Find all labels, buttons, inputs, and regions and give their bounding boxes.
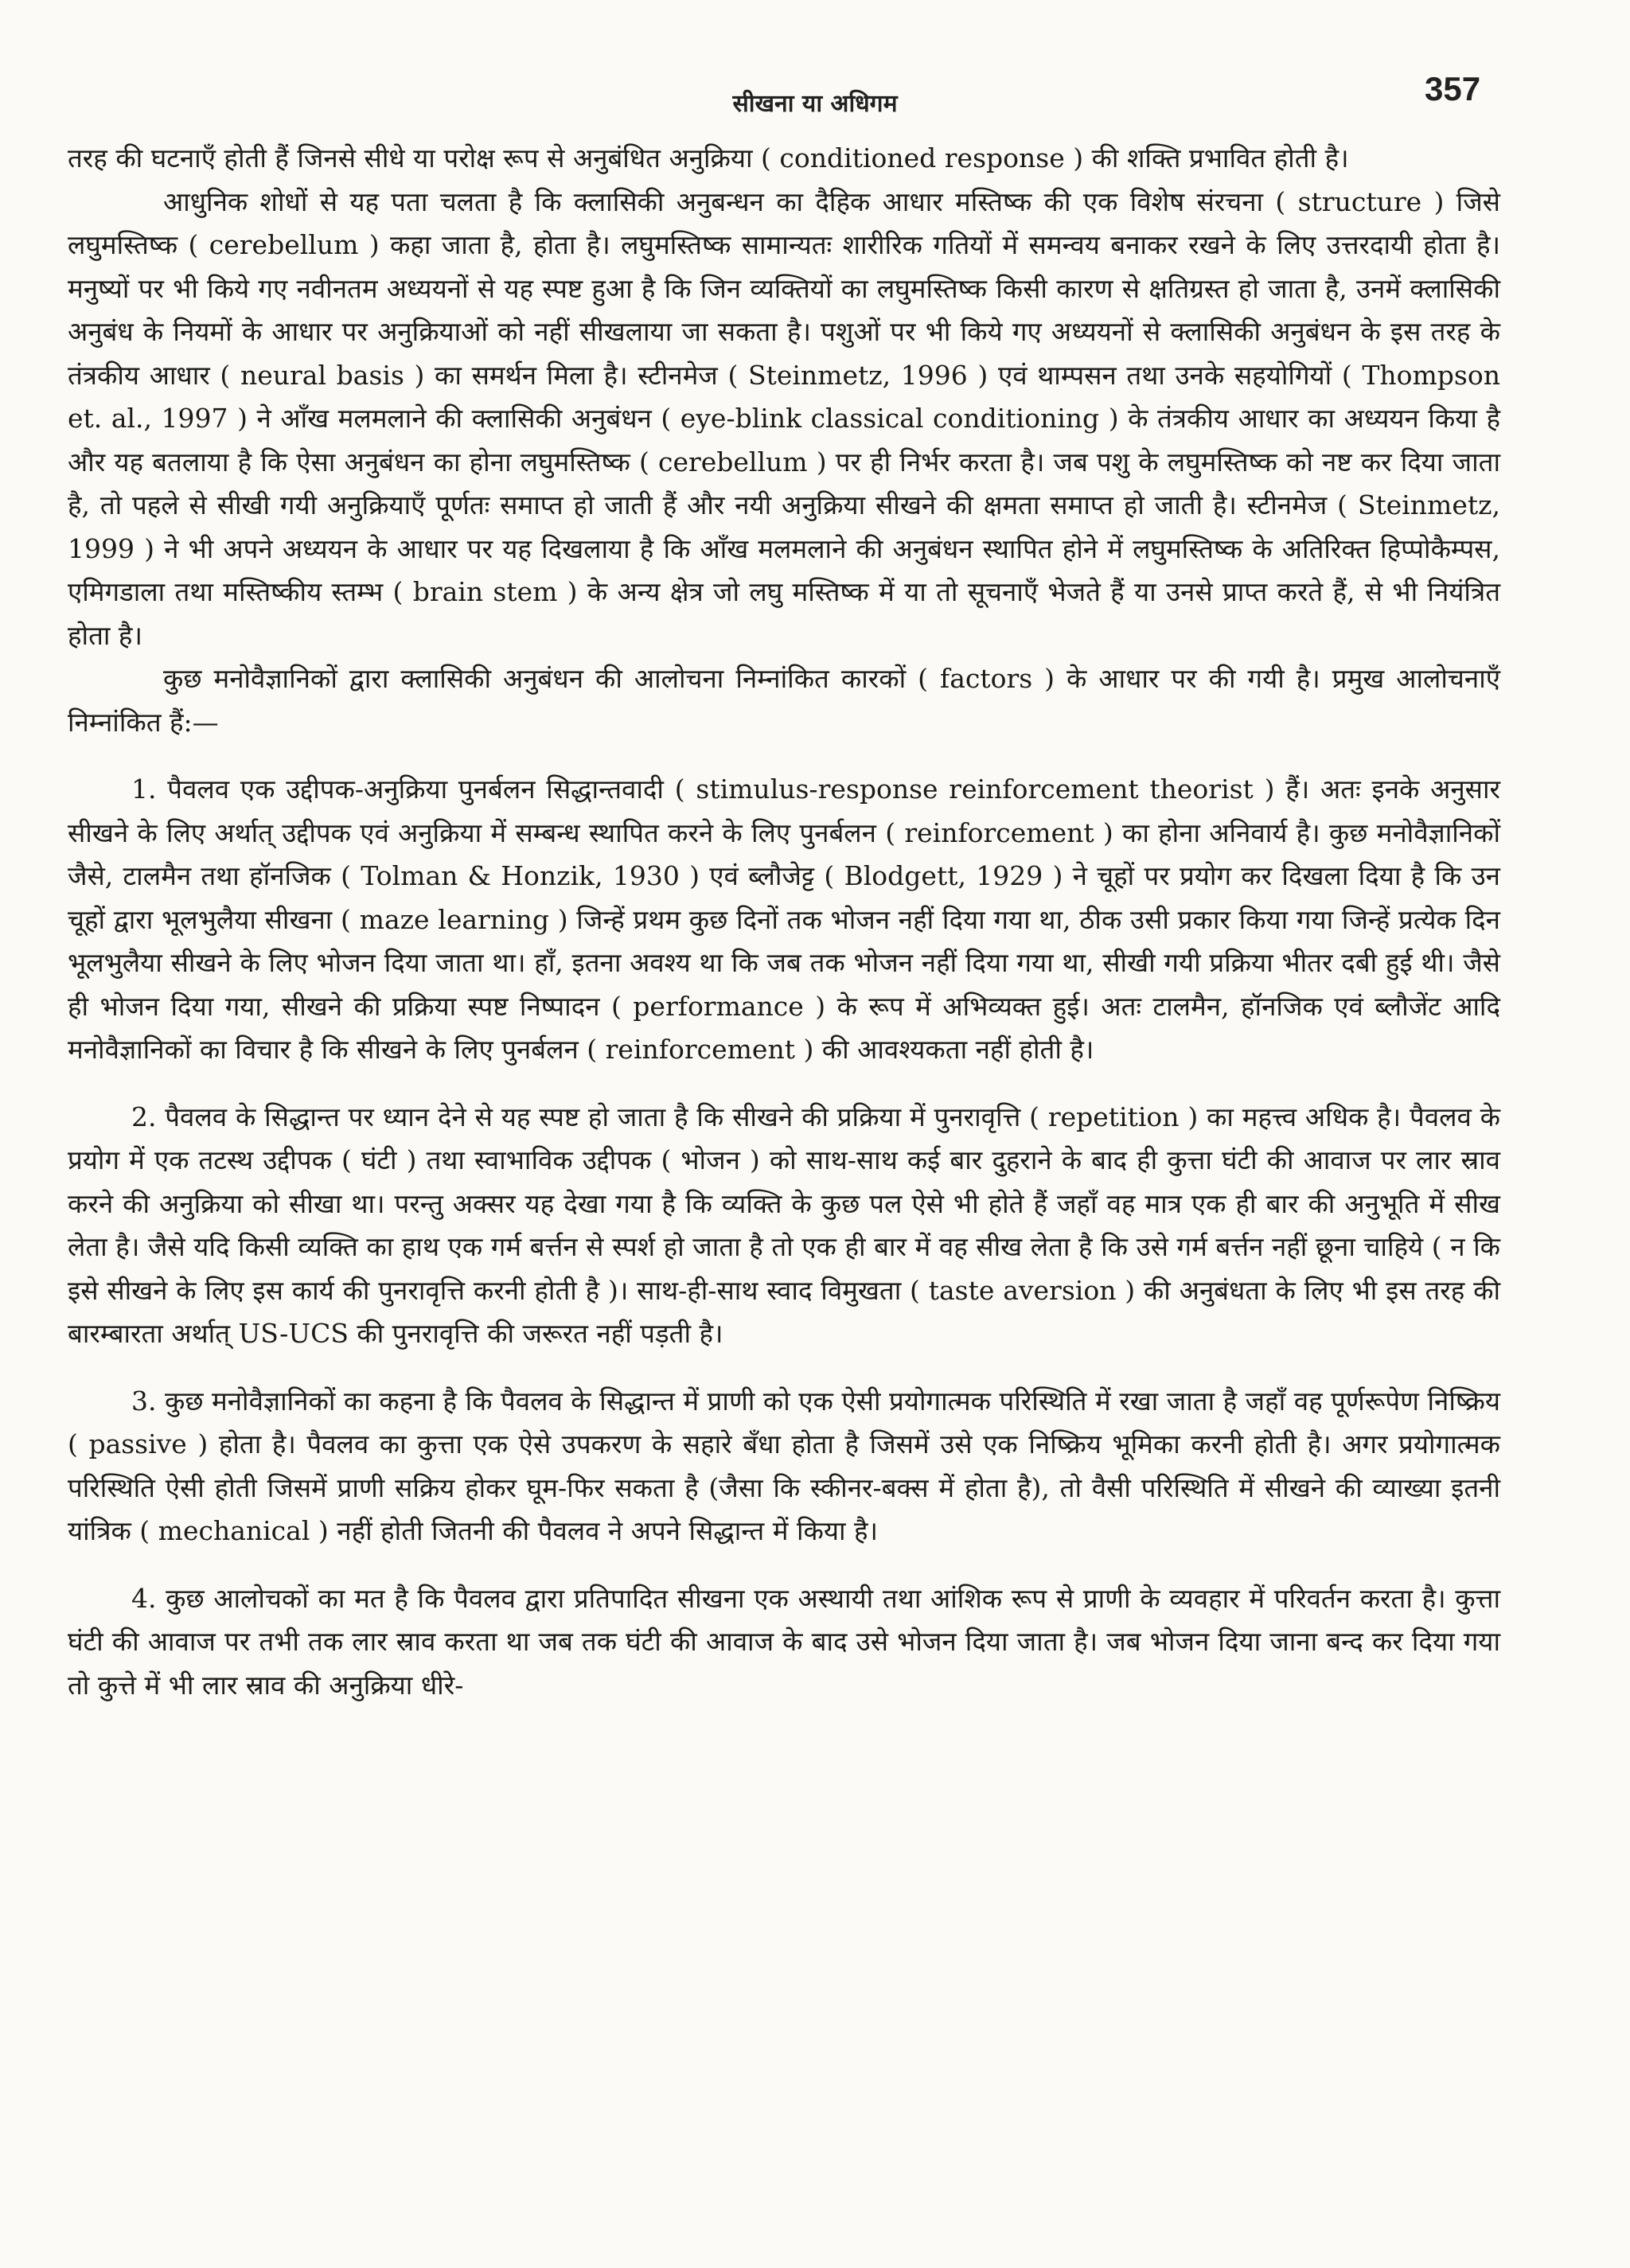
criticism-item: 3. कुछ मनोवैज्ञानिकों का कहना है कि पैवलव के सिद्धान्त में प्राणी को एक ऐसी प्रयोगात्मक परिस्थिति में रखा जाता है जहाँ वह पूर्णरूपेण निष्क्रिय ( passive ) होता है। पैवलव का कुत्ता एक ऐसे उपकरण के सहारे बँधा होता है जिसमें उसे एक निष्क्रिय भूमिका करनी होती है। अगर प्रयोगात्मक परिस्थिति ऐसी होती जिसमें प्राणी सक्रिय होकर घूम-फिर सकता है (जैसा कि स्कीनर-बक्स में होता है), तो वैसी परिस्थिति में सीखने की व्याख्या इतनी यांत्रिक ( mechanical ) नहीं होती जितनी की पैवलव ने अपने सिद्धान्त में किया है। <box>68 1385 1501 1546</box>
paragraph: तरह की घटनाएँ होती हैं जिनसे सीधे या परोक्ष रूप से अनुबंधित अनुक्रिया ( conditioned response ) की शक्ति प्रभावित होती है। <box>68 142 1349 173</box>
criticism-item: 1. पैवलव एक उद्दीपक-अनुक्रिया पुनर्बलन सिद्धान्तवादी ( stimulus-response reinforcement theorist ) हैं। अतः इनके अनुसार सीखने के लिए अर्थात् उद्दीपक एवं अनुक्रिया में सम्बन्ध स्थापित करने के लिए पुनर्बलन ( reinforcement ) का होना अनिवार्य है। कुछ मनोवैज्ञानिकों जैसे, टालमैन तथा हॉनजिक ( Tolman & Honzik, 1930 ) एवं ब्लौजेट्ट ( Blodgett, 1929 ) ने चूहों पर प्रयोग कर दिखला दिया है कि उन चूहों द्वारा भूलभुलैया सीखना ( maze learning ) जिन्हें प्रथम कुछ दिनों तक भोजन नहीं दिया गया था, ठीक उसी प्रकार किया गया जिन्हें प्रत्येक दिन भूलभुलैया सीखने के लिए भोजन दिया जाता था। हाँ, इतना अवश्य था कि जब तक भोजन नहीं दिया गया था, सीखी गयी प्रक्रिया भीतर दबी हुई थी। जैसे ही भोजन दिया गया, सीखने की प्रक्रिया स्पष्ट निष्पादन ( performance ) के रूप में अभिव्यक्त हुई। अतः टालमैन, हॉनजिक एवं ब्लौजेंट आदि मनोवैज्ञानिकों का विचार है कि सीखने के लिए पुनर्बलन ( reinforcement ) की आवश्यकता नहीं होती है। <box>68 774 1500 1065</box>
page-number: 357 <box>1425 70 1481 107</box>
criticism-item: 2. पैवलव के सिद्धान्त पर ध्यान देने से यह स्पष्ट हो जाता है कि सीखने की प्रक्रिया में पुनरावृत्ति ( repetition ) का महत्त्व अधिक है। पैवलव के प्रयोग में एक तटस्थ उद्दीपक ( घंटी ) तथा स्वाभाविक उद्दीपक ( भोजन ) को साथ-साथ कई बार दुहराने के बाद ही कुत्ता घंटी की आवाज पर लार स्राव करने की अनुक्रिया को सीखा था। परन्तु अक्सर यह देखा गया है कि व्यक्ति के कुछ पल ऐसे भी होते हैं जहाँ वह मात्र एक ही बार की अनुभूति में सीख लेता है। जैसे यदि किसी व्यक्ति का हाथ एक गर्म बर्त्तन से स्पर्श हो जाता है तो एक ही बार में वह सीख लेता है कि उसे गर्म बर्त्तन नहीं छूना चाहिये ( न कि इसे सीखने के लिए इस कार्य की पुनरावृत्ति करनी होती है )। साथ-ही-साथ स्वाद विमुखता ( taste aversion ) की अनुबंधता के लिए भी इस तरह की बारम्बारता अर्थात् US-UCS की पुनरावृत्ति की जरूरत नहीं पड़ती है। <box>68 1101 1500 1349</box>
paragraph: आधुनिक शोधों से यह पता चलता है कि क्लासिकी अनुबन्धन का दैहिक आधार मस्तिष्क की एक विशेष संरचना ( structure ) जिसे लघुमस्तिष्क ( cerebellum ) कहा जाता है, होता है। लघुमस्तिष्क सामान्यतः शारीरिक गतियों में समन्वय बनाकर रखने के लिए उत्तरदायी होता है। मनुष्यों पर भी किये गए नवीनतम अध्ययनों से यह स्पष्ट हुआ है कि जिन व्यक्तियों का लघुमस्तिष्क किसी कारण से क्षतिग्रस्त हो जाता है, उनमें क्लासिकी अनुबंध के नियमों के आधार पर अनुक्रियाओं को नहीं सीखलाया जा सकता है। पशुओं पर भी किये गए अध्ययनों से क्लासिकी अनुबंधन के इस तरह के तंत्रकीय आधार ( neural basis ) का समर्थन मिला है। स्टीनमेज ( Steinmetz, 1996 ) एवं थाम्पसन तथा उनके सहयोगियों ( Thompson et. al., 1997 ) ने आँख मलमलाने की क्लासिकी अनुबंधन ( eye-blink classical conditioning ) के तंत्रकीय आधार का अध्ययन किया है और यह बतलाया है कि ऐसा अनुबंधन का होना लघुमस्तिष्क ( cerebellum ) पर ही निर्भर करता है। जब पशु के लघुमस्तिष्क को नष्ट कर दिया जाता है, तो पहले से सीखी गयी अनुक्रियाएँ पूर्णतः समाप्त हो जाती हैं और नयी अनुक्रिया सीखने की क्षमता समाप्त हो जाती है। स्टीनमेज ( Steinmetz, 1999 ) ने भी अपने अध्ययन के आधार पर यह दिखलाया है कि आँख मलमलाने की अनुबंधन स्थापित होने में लघुमस्तिष्क के अतिरिक्त हिप्पोकैम्पस, एमिगडाला तथा मस्तिष्कीय स्तम्भ ( brain stem ) के अन्य क्षेत्र जो लघु मस्तिष्क में या तो सूचनाएँ भेजते हैं या उनसे प्राप्त करते हैं, से भी नियंत्रित होता है। <box>68 185 1500 651</box>
criticism-item: 4. कुछ आलोचकों का मत है कि पैवलव द्वारा प्रतिपादित सीखना एक अस्थायी तथा आंशिक रूप से प्राणी के व्यवहार में परिवर्तन करता है। कुत्ता घंटी की आवाज पर तभी तक लार स्राव करता था जब तक घंटी की आवाज के बाद उसे भोजन दिया जाता है। जब भोजन दिया जाना बन्द कर दिया गया तो कुत्ते में भी लार स्राव की अनुक्रिया धीरे- <box>68 1582 1500 1701</box>
running-title: सीखना या अधिगम <box>732 90 898 118</box>
paragraph: कुछ मनोवैज्ञानिकों द्वारा क्लासिकी अनुबंधन की आलोचना निम्नांकित कारकों ( factors ) के आधार पर की गयी है। प्रमुख आलोचनाएँ निम्नांकित हैं:— <box>68 663 1500 738</box>
body-text <box>68 137 1500 1707</box>
